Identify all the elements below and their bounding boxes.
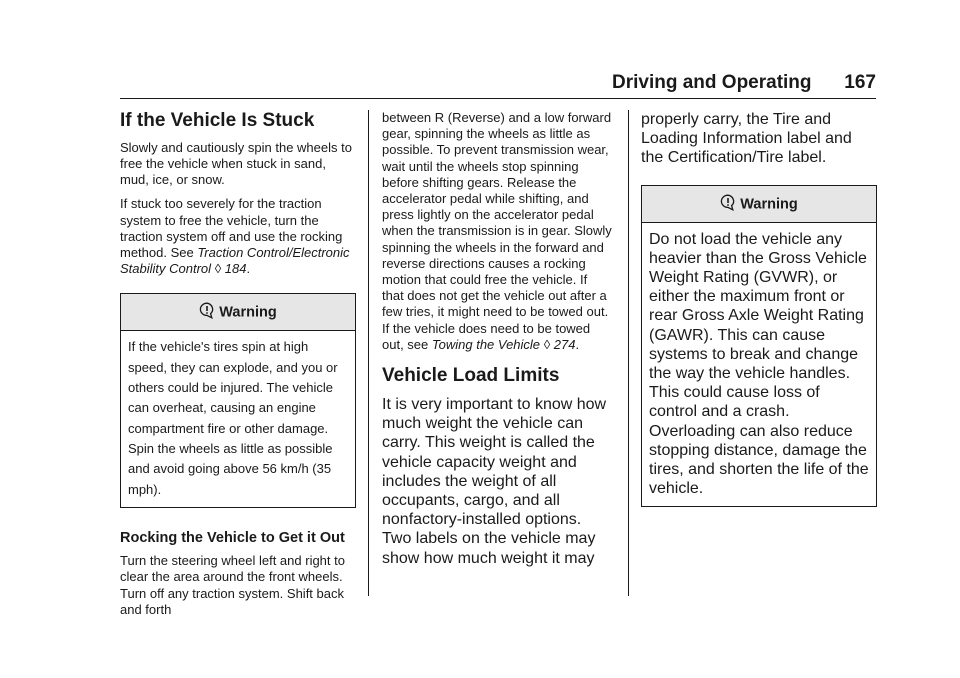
column-1 <box>120 110 356 626</box>
heading-rocking-vehicle: Rocking the Vehicle to Get it Out <box>120 529 345 546</box>
paragraph-load-limits: It is very important to know how much weight the vehicle can carry. This weight is called the vehicle capacity weight and includes the weight of all occupants, cargo, and all nonfactory-installed options. Two labels on the vehicle may show how much weight it may <box>382 395 607 567</box>
paragraph-rocking: Turn the steering wheel left and right to clear the area around the front wheels. Turn off any traction system. Shift back and forth <box>120 553 345 617</box>
warning-text: If the vehicle's tires spin at high speed, they can explode, and you or others could be injured. The vehicle can overheat, causing an engine compartment fire or other damage. Spin the wheels as little as possible and avoid going above 56 km/h (35 mph). <box>128 339 338 497</box>
warning-title: Warning <box>740 195 798 212</box>
paragraph-labels: properly carry, the Tire and Loading Information label and the Certification/Tire label. <box>641 111 852 167</box>
header-rule <box>120 98 876 99</box>
warning-text: Do not load the vehicle any heavier than the Gross Vehicle Weight Rating (GVWR), or either the maximum front or rear Gross Axle Weight Rating (GAWR). This can cause systems to break and change the way the vehicle handles. This could cause loss of control and a crash. Overloading can also reduce stopping distance, damage the tires, and shorten the life of the vehicle. <box>649 230 869 498</box>
page-ref-arrow-icon: ◊ <box>214 261 222 277</box>
warning-header <box>642 186 876 223</box>
page-ref-arrow-icon: ◊ <box>543 336 551 352</box>
warning-box-overload <box>641 185 877 508</box>
column-divider-1 <box>368 110 369 596</box>
section-title: Driving and Operating <box>612 72 812 93</box>
warning-header <box>121 294 355 331</box>
link-traction-control[interactable]: Traction Control/Electronic Stability Control ◊ 184 <box>120 245 350 277</box>
warning-bubble-icon <box>720 194 736 215</box>
heading-vehicle-stuck: If the Vehicle Is Stuck <box>120 110 315 131</box>
paragraph-traction: If stuck too severely for the traction system to free the vehicle, turn the traction system off and use the rocking method. See Traction Control/Electronic Stability Control ◊ 184. <box>120 196 350 277</box>
page-number: 167 <box>844 72 876 93</box>
warning-bubble-icon <box>199 302 215 323</box>
warning-title: Warning <box>219 304 277 321</box>
paragraph-spin-wheels: Slowly and cautiously spin the wheels to free the vehicle when stuck in sand, mud, ice, or snow. <box>120 139 352 188</box>
warning-box-tire-spin <box>120 293 356 507</box>
paragraph-rocking-continued: between R (Reverse) and a low forward gear, spinning the wheels as little as possible. To prevent transmission wear, wait until the wheels stop spinning before shifting gears. Release the accelerator pedal while shifting, and press lightly on the accelerator pedal when the transmission is in gear. Slowly spinning the wheels in the forward and reverse directions causes a rocking motion that could free the vehicle. If that does not get the vehicle out after a few tries, it might need to be towed out. If the vehicle does need to be towed out, see Towing the Vehicle ◊ 274. <box>382 110 612 352</box>
column-2 <box>382 110 612 568</box>
link-towing-vehicle[interactable]: Towing the Vehicle ◊ 274 <box>431 336 576 352</box>
heading-vehicle-load-limits: Vehicle Load Limits <box>382 365 560 387</box>
column-3 <box>641 110 877 507</box>
column-divider-2 <box>628 110 629 596</box>
